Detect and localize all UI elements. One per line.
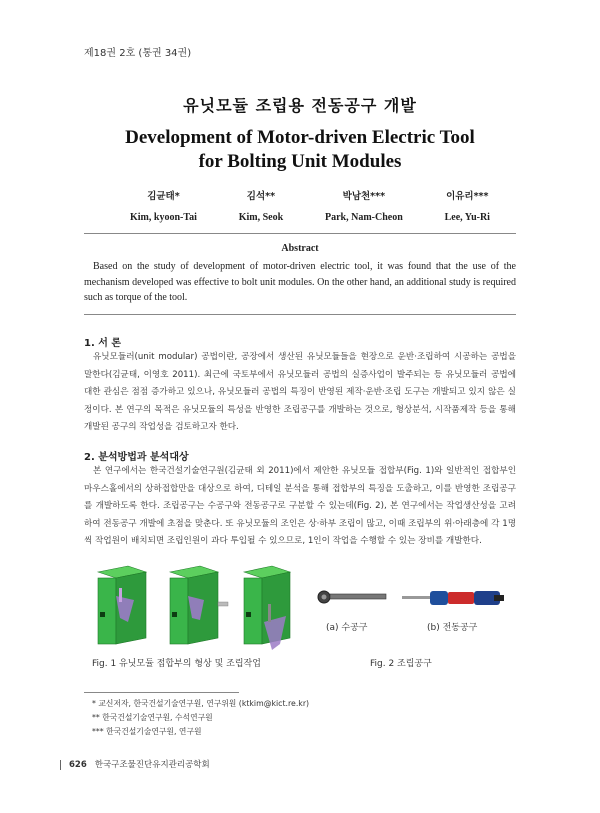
author-3-ko: 박남천*** — [342, 191, 386, 202]
author-1 — [130, 188, 197, 223]
author-2-ko: 김석** — [246, 191, 276, 202]
author-4-en: Lee, Yu-Ri — [444, 212, 490, 223]
section-1-text: 유닛모듈러(unit modular) 공법이란, 공장에서 생산된 유닛모듈들을 현장으로 운반·조립하여 시공하는 공법을 말한다(김균태, 이영호 2011). 최근에 국토부에서 유닛모듈러 공법의 실증사업이 발주되는 등 유닛모듈러 공법에 대한 관심은 점점 증가하고 있으나, 유닛모듈러 공법의 특징이 반영된 제작·운반·조립 도구는 개발되고 있지 않은 실정이다. 본 연구의 목적은 유닛모듈의 특성을 반영한 조립공구를 개발하는 것으로, 형상분석, 시작품제작 등을 통해 개발된 공구의 작업성을 검토하고자 한다. — [84, 352, 516, 432]
section-2-text: 본 연구에서는 한국건설기술연구원(김균태 외 2011)에서 제안한 유닛모듈 접합부(Fig. 1)와 일반적인 접합부인 마우스홀에서의 상하접합만을 대상으로 하여, 디테일 분석을 통해 접합부의 특징을 도출하고, 이를 반영한 조립공구를 개발하도록 한다. 조립공구는 수공구와 전동공구로 구분할 수 있는데(Fig. 2), 본 연구에서는 작업생산성을 고려하여 전동공구 개발에 초점을 맞춘다. 또 유닛모듈의 조인은 상·하부 조립이 많고, 이때 조립부의 위·아래층에 각 1명씩 작업원이 배치되면 조립인원이 과다 투입될 수 있으므로, 1인이 작업을 수행할 수 있는 장비를 개발한다. — [84, 466, 516, 546]
society-name: 한국구조물진단유지관리공학회 — [94, 760, 210, 770]
module-joint-2 — [170, 566, 228, 644]
module-joint-1 — [98, 566, 146, 644]
section-2-heading: 2. 분석방법과 분석대상 — [84, 452, 189, 463]
fig2a-label: (a) 수공구 — [326, 623, 368, 633]
footnote-3: *** 한국건설기술연구원, 연구원 — [92, 727, 202, 736]
abstract-heading: Abstract — [281, 243, 319, 254]
fig2b-label: (b) 전동공구 — [427, 623, 478, 633]
author-1-ko: 김균태* — [147, 191, 180, 202]
page-footer — [60, 758, 210, 770]
fig1-illustration — [88, 560, 298, 655]
author-2 — [239, 188, 283, 223]
title-english-line2: for Bolting Unit Modules — [198, 151, 402, 172]
author-list — [130, 188, 490, 223]
author-1-en: Kim, kyoon-Tai — [130, 212, 197, 223]
hand-tool-icon — [318, 591, 386, 603]
footer-divider — [60, 760, 61, 770]
footnote-rule — [84, 692, 239, 693]
title-english — [0, 126, 600, 174]
abstract-text: Based on the study of development of motor-driven electric tool, it was found that the use of the mechanism developed was effective to bolt unit modules. On the other hand, an additional study is required such as torque of the tool. — [84, 261, 516, 303]
abstract-bottom-rule — [84, 314, 516, 315]
fig2-caption: Fig. 2 조립공구 — [370, 659, 432, 669]
author-3-en: Park, Nam-Cheon — [324, 212, 403, 223]
author-4 — [445, 188, 490, 223]
author-3 — [325, 188, 403, 223]
abstract-top-rule — [84, 233, 516, 234]
title-english-line1: Development of Motor-driven Electric Tool — [125, 127, 475, 148]
fig2-illustration — [310, 585, 510, 615]
section-1-heading: 1. 서 론 — [84, 338, 122, 349]
author-4-ko: 이유리*** — [446, 191, 489, 202]
footnote-2: ** 한국건설기술연구원, 수석연구원 — [92, 713, 213, 722]
author-2-en: Kim, Seok — [238, 212, 284, 223]
page-number: 626 — [69, 760, 87, 770]
fig1-caption: Fig. 1 유닛모듈 접합부의 형상 및 조립작업 — [92, 659, 261, 669]
footnote-1: * 교신저자, 한국건설기술연구원, 연구위원 (ktkim@kict.re.kr) — [92, 699, 310, 708]
power-tool-icon — [402, 591, 504, 605]
issue-header: 제18권 2호 (통권 34권) — [84, 48, 192, 59]
title-korean: 유닛모듈 조립용 전동공구 개발 — [183, 96, 417, 115]
module-joint-3 — [244, 566, 290, 650]
